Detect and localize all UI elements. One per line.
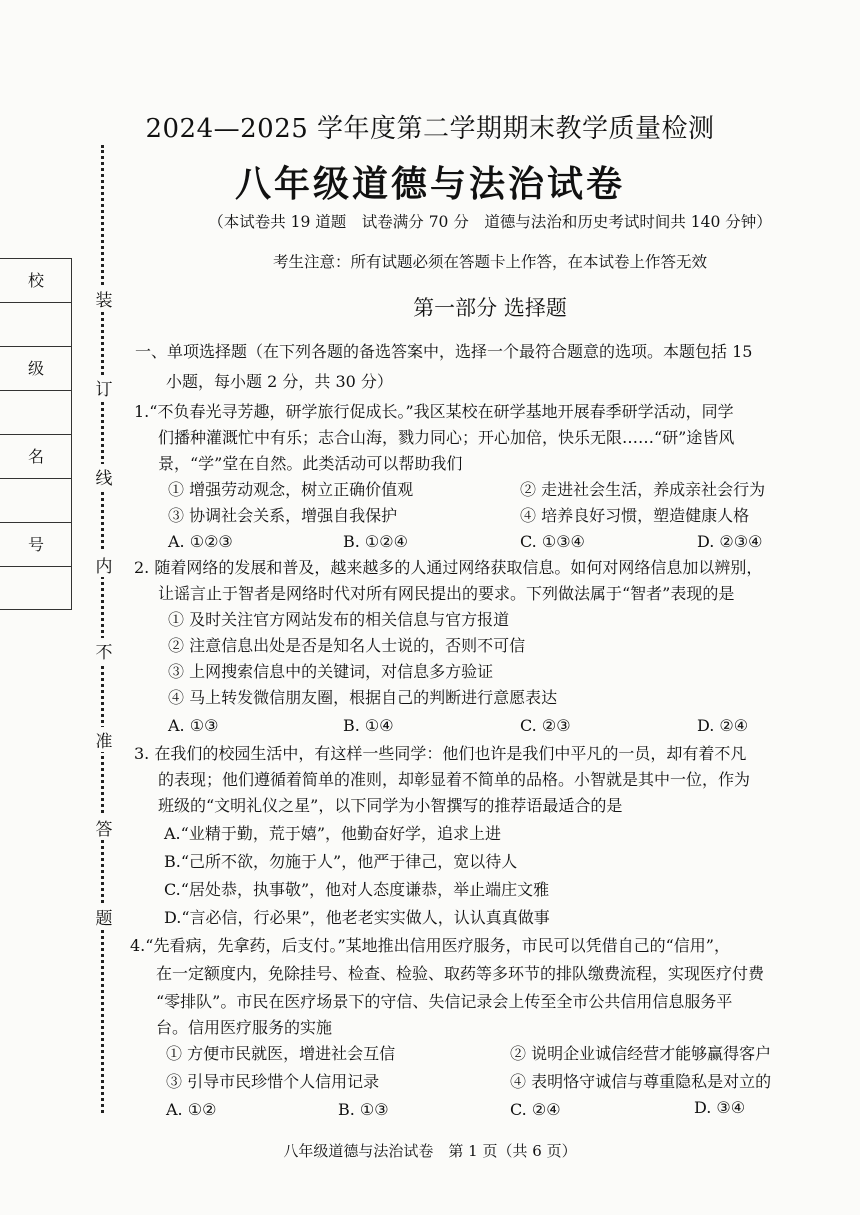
q4-choice-c: C. ②④ [510, 1100, 561, 1119]
exam-notice: 考生注意：所有试题必须在答题卡上作答，在本试卷上作答无效 [272, 253, 707, 271]
question-1-text: 景，“学”堂在自然。此类活动可以帮助我们 [158, 454, 463, 473]
q1-statement: ② 走进社会生活，养成亲社会行为 [520, 480, 766, 499]
binding-char: 不 [94, 638, 114, 663]
q2-statement: ① 及时关注官方网站发布的相关信息与官方报道 [168, 610, 510, 629]
q2-choice-d: D. ②④ [697, 716, 749, 735]
page-footer: 八年级道德与法治试卷 第 1 页（共 6 页） [283, 1142, 577, 1160]
binding-char: 装 [94, 286, 114, 311]
table-cell-blank [0, 479, 72, 523]
binding-char: 题 [94, 904, 114, 929]
binding-char: 答 [94, 815, 114, 840]
table-cell-blank [0, 391, 72, 435]
q3-choice-b: B.“己所不欲，勿施于人”，他严于律己，宽以待人 [164, 852, 518, 871]
student-info-table [0, 258, 72, 610]
question-4-text: “零排队”。市民在医疗场景下的守信、失信记录会上传至全市公共信用信息服务平 [156, 992, 733, 1011]
question-2-text: 2. 随着网络的发展和普及，越来越多的人通过网络获取信息。如何对网络信息加以辨别， [134, 558, 763, 577]
binding-char: 准 [94, 727, 114, 752]
binding-char: 内 [94, 552, 114, 577]
question-3-text: 班级的“文明礼仪之星”，以下同学为小智撰写的推荐语最适合的是 [158, 796, 623, 815]
q1-statement: ③ 协调社会关系，增强自我保护 [168, 506, 398, 525]
q2-choice-c: C. ②③ [520, 716, 571, 735]
q3-choice-c: C.“居处恭，执事敬”，他对人态度谦恭，举止端庄文雅 [164, 880, 550, 899]
q4-choice-b: B. ①③ [338, 1100, 389, 1119]
question-4-text: 4.“先看病，先拿药，后支付。”某地推出信用医疗服务，市民可以凭借自己的“信用”， [130, 936, 730, 955]
table-cell-blank [0, 303, 72, 347]
q1-statement: ④ 培养良好习惯，塑造健康人格 [520, 506, 750, 525]
q4-choice-d: D. ③④ [694, 1098, 746, 1117]
question-1-text: 们播种灌溉忙中有乐；志合山海，戮力同心；开心加倍，快乐无限……“研”途皆风 [158, 428, 735, 447]
q2-statement: ② 注意信息出处是否是知名人士说的，否则不可信 [168, 636, 526, 655]
question-4-text: 在一定额度内，免除挂号、检查、检验、取药等多环节的排队缴费流程，实现医疗付费 [156, 964, 765, 983]
table-cell-school: 校 [0, 259, 72, 303]
section-instruction: 小题，每小题 2 分，共 30 分） [166, 372, 393, 391]
table-cell-grade: 级 [0, 347, 72, 391]
exam-info: （本试卷共 19 道题 试卷满分 70 分 道德与法治和历史考试时间共 140 分钟） [208, 213, 772, 231]
question-4-text: 台。信用医疗服务的实施 [156, 1018, 333, 1037]
exam-subtitle: 八年级道德与法治试卷 [234, 164, 625, 205]
section-instruction: 一、单项选择题（在下列各题的备选答案中，选择一个最符合题意的选项。本题包括 15 [135, 342, 753, 361]
q2-statement: ④ 马上转发微信朋友圈，根据自己的判断进行意愿表达 [168, 688, 558, 707]
q1-choice-d: D. ②③④ [697, 532, 763, 551]
q3-choice-d: D.“言必信，行必果”，他老老实实做人，认认真真做事 [164, 908, 550, 927]
question-2-text: 让谣言止于智者是网络时代对所有网民提出的要求。下列做法属于“智者”表现的是 [158, 584, 735, 603]
q4-statement: ② 说明企业诚信经营才能够赢得客户 [510, 1044, 772, 1063]
q4-choice-a: A. ①② [166, 1100, 217, 1119]
q4-statement: ③ 引导市民珍惜个人信用记录 [166, 1072, 380, 1091]
q1-choice-b: B. ①②④ [343, 532, 408, 551]
q4-statement: ④ 表明恪守诚信与尊重隐私是对立的 [510, 1072, 772, 1091]
q4-statement: ① 方便市民就医，增进社会互信 [166, 1044, 396, 1063]
question-1-text: 1.“不负春光寻芳趣，研学旅行促成长。”我区某校在研学基地开展春季研学活动，同学 [134, 402, 734, 421]
q2-choice-b: B. ①④ [343, 716, 394, 735]
table-cell-blank [0, 567, 72, 611]
binding-char: 线 [94, 464, 114, 489]
q1-statement: ① 增强劳动观念，树立正确价值观 [168, 480, 414, 499]
binding-char: 订 [94, 375, 114, 400]
question-3-text: 的表现；他们遵循着简单的准则，却彰显着不简单的品格。小智就是其中一位，作为 [158, 770, 751, 789]
table-cell-number: 号 [0, 523, 72, 567]
table-cell-name: 名 [0, 435, 72, 479]
q2-statement: ③ 上网搜索信息中的关键词，对信息多方验证 [168, 662, 494, 681]
question-3-text: 3. 在我们的校园生活中，有这样一些同学：他们也许是我们中平凡的一员，却有着不凡 [134, 744, 747, 763]
q1-choice-a: A. ①②③ [168, 532, 233, 551]
q3-choice-a: A.“业精于勤，荒于嬉”，他勤奋好学，追求上进 [164, 824, 502, 843]
q1-choice-c: C. ①③④ [520, 532, 585, 551]
exam-title: 2024—2025 学年度第二学期期末教学质量检测 [145, 114, 715, 144]
part-heading: 第一部分 选择题 [413, 296, 567, 320]
q2-choice-a: A. ①③ [168, 716, 219, 735]
